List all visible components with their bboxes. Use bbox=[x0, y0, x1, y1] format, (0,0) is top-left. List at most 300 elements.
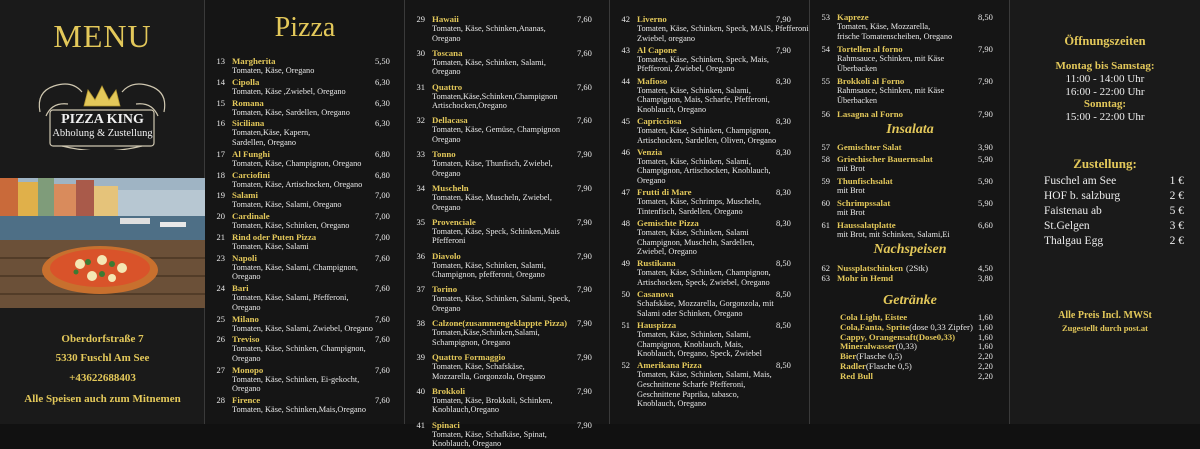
post-note: Zugestellt durch post.at bbox=[1061, 323, 1149, 333]
item-name: Venzia bbox=[637, 146, 663, 157]
item-description: Tomaten, Käse, Champignon, Oregano bbox=[232, 158, 362, 168]
item-name: Diavolo bbox=[432, 250, 461, 261]
drink-name bbox=[840, 361, 912, 371]
item-description: Champignon, Knoblauch, Mais, bbox=[637, 339, 744, 349]
pizza-title: Pizza bbox=[274, 12, 336, 43]
item-number: 53 bbox=[821, 12, 830, 22]
item-name: Muscheln bbox=[432, 183, 469, 193]
dessert-quantity: (2Stk) bbox=[906, 263, 929, 273]
item-price: 4,50 bbox=[978, 263, 993, 273]
logo-subtitle: Abholung & Zustellung bbox=[52, 128, 153, 139]
item-number: 19 bbox=[216, 190, 225, 201]
item-number: 47 bbox=[621, 187, 630, 198]
item-price: 5,50 bbox=[375, 56, 390, 66]
item-description: Tomaten, Käse ,Zwiebel, Oregano bbox=[232, 86, 346, 96]
item-name: Spinaci bbox=[432, 419, 460, 430]
item-name: Rustikana bbox=[637, 258, 676, 269]
item-price: 6,60 bbox=[978, 219, 993, 230]
item-description: Artischocken, Speck, Zwiebel, Oregano bbox=[637, 277, 770, 287]
item-price: 5,90 bbox=[978, 154, 993, 165]
item-description: Champignon, Artischocken, Knoblauch, bbox=[637, 166, 771, 176]
item-name: Carciofini bbox=[232, 169, 270, 180]
item-number: 59 bbox=[821, 176, 830, 186]
item-name: Capricciosa bbox=[637, 116, 682, 126]
item-description: Tomaten, Käse, Schinken, Champignon, bbox=[232, 344, 366, 354]
item-description: Tomaten, Käse, Schinken, Speck, Mais, bbox=[637, 54, 769, 64]
delivery-price: 5 € bbox=[1169, 205, 1184, 217]
item-description: Oregano bbox=[432, 202, 461, 212]
item-number: 52 bbox=[621, 360, 630, 371]
item-price: 1,60 bbox=[978, 321, 993, 332]
weekday-hours-2: 16:00 - 22:00 Uhr bbox=[1065, 86, 1145, 98]
city-address: 5330 Fuschl Am See bbox=[55, 352, 150, 364]
item-name: Dellacasa bbox=[432, 115, 468, 126]
hours-title: Öffnungszeiten bbox=[1064, 34, 1146, 48]
item-description: Tomaten, Käse, Schafskäse, bbox=[432, 362, 525, 371]
item-name: Amerikana Pizza bbox=[637, 360, 702, 371]
weekday-hours-1: 11:00 - 14:00 Uhr bbox=[1065, 73, 1145, 85]
item-price: 7,60 bbox=[375, 334, 390, 345]
item-description: Tomaten, Käse, Schinken, Salami, bbox=[637, 156, 751, 166]
item-description: mit Brot, mit Schinken, Salami,Ei bbox=[837, 229, 950, 239]
item-price: 6,80 bbox=[375, 169, 390, 180]
item-number: 38 bbox=[416, 318, 425, 329]
item-name: Monopo bbox=[232, 364, 264, 375]
item-name bbox=[837, 263, 928, 273]
item-description: Tomaten, Käse, Schinken, Champignon, bbox=[637, 268, 771, 278]
item-description: Tomaten, Käse, Sardellen, Oregano bbox=[232, 107, 350, 117]
item-price: 2,20 bbox=[978, 351, 993, 362]
item-description: Tomaten,Käse,Schinken,Champignon bbox=[432, 91, 558, 101]
item-price: 2,20 bbox=[978, 361, 993, 371]
item-number: 32 bbox=[416, 115, 425, 126]
item-price: 3,80 bbox=[978, 273, 993, 283]
item-name: Tonno bbox=[432, 149, 456, 160]
item-price: 7,60 bbox=[375, 313, 390, 324]
item-number: 31 bbox=[416, 81, 425, 92]
item-description: Tomaten, Käse, Schinken, Salami, bbox=[637, 330, 751, 339]
item-name: Hawaii bbox=[432, 14, 459, 24]
item-price: 7,00 bbox=[375, 232, 390, 242]
item-description: Oregano bbox=[637, 175, 666, 185]
item-description: frische Tomatenscheiben, Oregano bbox=[837, 31, 953, 41]
item-name: Al Capone bbox=[637, 44, 677, 55]
item-name: Salami bbox=[232, 190, 258, 201]
item-number: 57 bbox=[821, 142, 830, 152]
drink-size: (Flasche 0,5) bbox=[865, 361, 912, 371]
desserts-title: Nachspeisen bbox=[873, 242, 947, 257]
drink-label: Bier bbox=[840, 351, 857, 362]
item-description: Tomaten, Käse, Schrimps, Muscheln, bbox=[637, 197, 762, 207]
item-price: 7,90 bbox=[577, 352, 592, 362]
drink-name bbox=[840, 322, 973, 332]
item-name bbox=[837, 273, 896, 283]
drink-label: Mineralwasser bbox=[840, 341, 896, 352]
drink-label: Cola,Fanta, Sprite bbox=[840, 321, 910, 332]
item-name: Liverno bbox=[637, 14, 667, 24]
item-price: 7,90 bbox=[978, 108, 993, 119]
item-description: Tomaten, Käse, Schinken,Mais,Oregano bbox=[232, 405, 366, 415]
item-name: Firence bbox=[232, 395, 261, 406]
item-number: 43 bbox=[621, 44, 630, 55]
menu-title: MENU bbox=[53, 18, 152, 54]
item-number: 48 bbox=[621, 218, 630, 228]
item-name: Thunfischsalat bbox=[837, 176, 893, 186]
item-name: Kapreze bbox=[837, 12, 869, 22]
crown-icon bbox=[84, 86, 120, 106]
item-price: 5,90 bbox=[978, 197, 993, 208]
item-description: Tomaten, Käse, Schinken, Champignon, bbox=[637, 126, 771, 135]
item-number: 42 bbox=[621, 14, 630, 24]
item-number: 21 bbox=[216, 232, 225, 242]
item-name: Gemischter Salat bbox=[837, 142, 902, 152]
item-number: 54 bbox=[821, 44, 830, 55]
item-description: Tintenfisch, Sardellen, Oregano bbox=[637, 206, 743, 216]
item-description: Rahmsauce, Schinken, mit Käse bbox=[837, 86, 945, 96]
delivery-price: 3 € bbox=[1169, 220, 1184, 232]
item-description: Tomaten, Käse, Thunfisch, Zwiebel, bbox=[432, 159, 553, 169]
item-number: 18 bbox=[216, 169, 225, 180]
item-price: 7,60 bbox=[577, 47, 592, 58]
item-price: 8,30 bbox=[776, 187, 791, 198]
delivery-place: Thalgau Egg bbox=[1044, 235, 1104, 247]
item-price: 7,60 bbox=[375, 252, 390, 263]
item-description: Tomaten, Käse, Speck, Schinken,Mais bbox=[432, 226, 560, 236]
item-price: 8,30 bbox=[776, 75, 791, 86]
drink-label: Cola Light, Eistee bbox=[840, 312, 908, 322]
item-description: Tomaten, Käse, Schinken, Salami bbox=[637, 228, 749, 237]
drink-name bbox=[840, 371, 873, 381]
item-description: Schampignon, Oregano bbox=[432, 337, 511, 347]
item-description: Oregano bbox=[432, 303, 461, 313]
item-number: 13 bbox=[216, 56, 225, 66]
item-description: Tomaten, Käse, Salami, Zwiebel, Oregano bbox=[232, 323, 373, 333]
info-panel bbox=[1010, 0, 1200, 424]
item-description: Tomaten, Käse, Gemüse, Champignon bbox=[432, 125, 560, 135]
item-description: mit Brot bbox=[837, 207, 865, 217]
item-description: Oregano bbox=[432, 134, 461, 144]
item-price: 7,90 bbox=[577, 284, 592, 295]
sunday-hours: 15:00 - 22:00 Uhr bbox=[1065, 111, 1145, 123]
item-name: Mafioso bbox=[637, 75, 668, 86]
item-number: 60 bbox=[821, 197, 830, 208]
dessert-name: Mohr in Hemd bbox=[837, 273, 894, 283]
takeaway-note: Alle Speisen auch zum Mitnemen bbox=[24, 393, 181, 405]
item-description: Zwiebel, oregano bbox=[637, 33, 696, 43]
drink-size: (0,33) bbox=[895, 341, 917, 352]
item-price: 1,60 bbox=[978, 331, 993, 342]
item-description: Champignon, Muscheln, Sardellen, bbox=[637, 237, 755, 247]
item-description: Tomaten, Käse, Mozzarella, bbox=[837, 22, 931, 31]
item-description: Champignon, pfefferoni, Oregano bbox=[432, 270, 545, 280]
delivery-price: 2 € bbox=[1169, 235, 1184, 247]
delivery-row bbox=[1044, 175, 1184, 187]
item-number: 29 bbox=[416, 14, 425, 24]
item-number: 46 bbox=[621, 146, 630, 157]
pizza-panel-1 bbox=[205, 0, 405, 424]
item-number: 17 bbox=[216, 148, 225, 159]
delivery-price: 1 € bbox=[1169, 175, 1184, 187]
item-number: 20 bbox=[216, 211, 225, 222]
item-description: Knoblauch, Oregano bbox=[637, 399, 707, 409]
item-price: 8,30 bbox=[776, 116, 791, 126]
item-name: Frutti di Mare bbox=[637, 187, 692, 198]
item-number: 63 bbox=[821, 273, 830, 283]
item-price: 6,30 bbox=[375, 118, 390, 129]
cover-panel bbox=[0, 0, 205, 424]
item-name: Griechischer Bauernsalat bbox=[837, 154, 933, 165]
item-number: 62 bbox=[821, 263, 830, 273]
item-price: 7,00 bbox=[375, 211, 390, 222]
item-number: 39 bbox=[416, 352, 425, 362]
item-number: 44 bbox=[621, 75, 630, 86]
item-number: 41 bbox=[416, 419, 425, 430]
item-description: Tomaten, Käse, Schinken, Ei-gekocht, bbox=[232, 374, 360, 384]
item-description: Tomaten, Käse, Muscheln, Zwiebel, bbox=[432, 193, 552, 202]
item-description: Pfefferoni bbox=[432, 236, 466, 246]
item-price: 3,90 bbox=[978, 142, 993, 152]
drink-name bbox=[840, 332, 955, 342]
item-description: Zwiebel, Oregano bbox=[637, 247, 697, 257]
item-description: Tomaten,Käse, Kapern, bbox=[232, 128, 311, 138]
item-description: Knoblauch,Oregano bbox=[432, 405, 500, 415]
item-price: 7,90 bbox=[978, 76, 993, 87]
item-description: Oregano bbox=[232, 384, 261, 394]
item-price: 7,90 bbox=[776, 14, 791, 24]
drink-label: Radler bbox=[840, 361, 866, 371]
item-description: Sardellen, Oregano bbox=[232, 137, 297, 147]
item-name: Napoli bbox=[232, 252, 257, 263]
item-price: 7,60 bbox=[375, 395, 390, 406]
delivery-price: 2 € bbox=[1169, 190, 1184, 202]
item-description: Oregano bbox=[432, 67, 461, 77]
item-number: 45 bbox=[621, 116, 630, 126]
item-number: 28 bbox=[216, 395, 225, 406]
drink-size: (Flasche 0,5) bbox=[856, 351, 903, 362]
item-price: 6,30 bbox=[375, 76, 390, 87]
item-description: Rahmsauce, Schinken, mit Käse bbox=[837, 54, 945, 64]
item-description: Oregano bbox=[432, 33, 461, 43]
item-description: Artischocken, Sardellen, Oliven, Oregano bbox=[637, 135, 777, 145]
item-number: 36 bbox=[416, 250, 425, 261]
item-number: 24 bbox=[216, 283, 225, 294]
item-description: Tomaten, Käse, Salami bbox=[232, 242, 309, 251]
item-name: Siciliana bbox=[232, 118, 265, 129]
item-number: 15 bbox=[216, 97, 225, 108]
item-description: Oregano bbox=[232, 272, 261, 282]
item-number: 51 bbox=[621, 320, 630, 330]
item-description: Überbacken bbox=[837, 63, 878, 73]
item-description: Champignon, Mais, Scharfe, Pfefferoni, bbox=[637, 95, 770, 105]
logo-name: PIZZA KING bbox=[61, 112, 144, 127]
item-number: 50 bbox=[621, 289, 630, 300]
drinks-title: Getränke bbox=[883, 293, 937, 308]
item-number: 37 bbox=[416, 284, 425, 295]
item-description: Tomaten, Käse, Brokkoli, Schinken, bbox=[432, 395, 553, 405]
item-name: Torino bbox=[432, 284, 458, 295]
item-number: 61 bbox=[821, 219, 830, 230]
item-number: 33 bbox=[416, 149, 425, 160]
item-price: 6,80 bbox=[375, 148, 390, 159]
pizza-panel-2 bbox=[405, 0, 610, 449]
item-price: 7,90 bbox=[577, 318, 592, 329]
item-number: 56 bbox=[821, 108, 830, 119]
item-description: Tomaten, Käse, Schinken, Oregano bbox=[232, 221, 350, 231]
item-name: Lasagna al Forno bbox=[837, 108, 903, 119]
item-description: Tomaten, Käse, Salami, Oregano bbox=[232, 200, 342, 210]
delivery-place: St.Gelgen bbox=[1044, 220, 1090, 232]
item-price: 7,60 bbox=[375, 283, 390, 294]
item-name: Margherita bbox=[232, 56, 276, 66]
item-description: Tomaten, Käse, Schafkäse, Spinat, bbox=[432, 429, 547, 439]
item-price: 7,90 bbox=[577, 216, 592, 227]
item-price: 8,50 bbox=[776, 289, 791, 300]
item-price: 8,50 bbox=[776, 360, 791, 371]
item-price: 7,60 bbox=[577, 14, 592, 24]
item-description: Tomaten, Käse, Oregano bbox=[232, 66, 315, 75]
item-name: Milano bbox=[232, 313, 259, 324]
item-number: 40 bbox=[416, 385, 425, 396]
item-description: Tomaten, Käse, Schinken, Salami, Mais, bbox=[637, 370, 772, 380]
drink-name bbox=[840, 351, 902, 361]
sunday-label: Sonntag: bbox=[1083, 98, 1127, 110]
item-description: Geschnittene Paprika, tabasco, bbox=[637, 389, 739, 399]
item-price: 7,90 bbox=[978, 44, 993, 55]
item-name: Provenciale bbox=[432, 216, 476, 227]
item-name: Schrimpssalat bbox=[837, 197, 891, 208]
item-price: 1,60 bbox=[978, 312, 993, 322]
item-number: 34 bbox=[416, 183, 425, 193]
item-description: mit Brot bbox=[837, 186, 865, 195]
item-description: Tomaten, Käse, Schinken, Salami, bbox=[637, 85, 751, 95]
item-name: Bari bbox=[232, 283, 249, 294]
item-number: 25 bbox=[216, 313, 225, 324]
item-name: Cipolla bbox=[232, 76, 260, 87]
vat-note: Alle Preis Incl. MWSt bbox=[1058, 310, 1152, 321]
item-description: Knoblauch, Oregano bbox=[637, 104, 707, 114]
item-description: Schafskäse, Mozzarella, Gorgonzola, mit bbox=[637, 299, 774, 309]
item-number: 35 bbox=[416, 216, 425, 227]
item-name: Quattro bbox=[432, 81, 463, 92]
item-price: 8,50 bbox=[776, 320, 791, 330]
delivery-row bbox=[1044, 220, 1184, 232]
item-description: Oregano bbox=[232, 302, 261, 312]
item-price: 8,50 bbox=[978, 12, 993, 22]
phone-number: +43622688403 bbox=[69, 372, 136, 384]
item-description: Tomaten, Käse, Salami, Pfefferoni, bbox=[232, 293, 349, 303]
item-price: 7,90 bbox=[776, 44, 791, 55]
item-number: 14 bbox=[216, 76, 225, 87]
item-price: 7,60 bbox=[577, 81, 592, 92]
item-price: 5,90 bbox=[978, 176, 993, 186]
harbor-pizza-photo bbox=[0, 178, 205, 308]
item-name: Tortellen al forno bbox=[837, 44, 903, 55]
item-price: 7,00 bbox=[375, 190, 390, 201]
item-description: Tomaten, Käse, Schinken, Salami, bbox=[432, 260, 546, 270]
specials-panel bbox=[810, 0, 1010, 424]
delivery-title: Zustellung: bbox=[1073, 156, 1137, 171]
item-number: 26 bbox=[216, 334, 225, 345]
item-name: Haussalatplatte bbox=[837, 219, 896, 230]
item-name: Gemischte Pizza bbox=[637, 218, 699, 228]
delivery-row bbox=[1044, 190, 1184, 202]
item-price: 7,60 bbox=[577, 115, 592, 126]
pizza-panel-3 bbox=[610, 0, 810, 424]
item-description: mit Brot bbox=[837, 164, 865, 174]
item-description: Tomaten, Käse, Schinken,Ananas, bbox=[432, 24, 546, 33]
item-number: 30 bbox=[416, 47, 425, 58]
dessert-name: Nussplatschinken bbox=[837, 263, 904, 273]
item-description: Tomaten,Käse,Schinken,Salami, bbox=[432, 328, 540, 338]
item-description: Salami oder Schinken, Oregano bbox=[637, 308, 743, 318]
item-price: 8,30 bbox=[776, 218, 791, 228]
item-name: Cardinale bbox=[232, 211, 270, 222]
item-name: Treviso bbox=[232, 334, 260, 345]
item-description: Artischocken,Oregano bbox=[432, 101, 507, 111]
item-description: Tomaten, Käse, Schinken, Salami, bbox=[432, 57, 546, 67]
item-price: 8,50 bbox=[776, 258, 791, 269]
delivery-row bbox=[1044, 235, 1184, 247]
salads-title: Insalata bbox=[886, 122, 934, 137]
item-description: Oregano bbox=[232, 353, 261, 363]
item-description: Tomaten, Käse, Salami, Champignon, bbox=[232, 262, 358, 272]
item-name: Rind oder Puten Pizza bbox=[232, 232, 317, 242]
drink-label: Red Bull bbox=[840, 370, 873, 381]
item-number: 16 bbox=[216, 118, 225, 129]
item-number: 49 bbox=[621, 258, 630, 269]
item-description: Knoblauch, Oregano bbox=[432, 439, 502, 449]
item-description: Mozzarella, Gorgonzola, Oregano bbox=[432, 371, 546, 381]
item-number: 55 bbox=[821, 76, 830, 87]
item-price: 7,90 bbox=[577, 149, 592, 160]
drink-size: (dose 0,33 Zipfer) bbox=[909, 321, 973, 332]
item-description: Tomaten, Käse, Schinken, Speck, MAIS, Pfefferoni bbox=[637, 24, 809, 33]
weekday-label: Montag bis Samstag: bbox=[1055, 60, 1155, 72]
item-name: Quattro Formaggio bbox=[432, 352, 506, 362]
item-name: Calzone(zusammengeklappte Pizza) bbox=[432, 318, 568, 329]
item-description: Oregano bbox=[432, 168, 461, 178]
drink-label: Cappy, Orangensaft(Dose0,33) bbox=[840, 331, 956, 342]
item-name: Brokkoli bbox=[432, 385, 466, 396]
item-price: 7,90 bbox=[577, 419, 592, 430]
item-description: Überbacken bbox=[837, 95, 878, 105]
delivery-place: Faistenau ab bbox=[1044, 205, 1102, 217]
item-number: 27 bbox=[216, 364, 225, 375]
item-name: Al Funghi bbox=[232, 148, 270, 159]
item-description: Tomaten, Käse, Artischocken, Oregano bbox=[232, 179, 363, 189]
item-name: Toscana bbox=[432, 47, 463, 58]
item-price: 6,30 bbox=[375, 97, 390, 108]
item-price: 7,60 bbox=[375, 364, 390, 375]
street-address: Oberdorfstraße 7 bbox=[61, 333, 144, 345]
item-number: 23 bbox=[216, 252, 225, 263]
item-description: Tomaten, Käse, Schinken, Salami, Speck, bbox=[432, 294, 571, 304]
drink-name bbox=[840, 312, 907, 322]
item-price: 2,20 bbox=[978, 370, 993, 381]
item-name: Casanova bbox=[637, 289, 674, 300]
delivery-place: Fuschel am See bbox=[1044, 175, 1117, 187]
delivery-place: HOF b. salzburg bbox=[1044, 190, 1121, 202]
item-price: 7,90 bbox=[577, 250, 592, 261]
item-price: 1,60 bbox=[978, 341, 993, 352]
item-name: Romana bbox=[232, 97, 264, 108]
item-price: 8,30 bbox=[776, 146, 791, 157]
item-description: Geschnittene Scharfe Pfefferoni, bbox=[637, 379, 746, 389]
drink-name bbox=[840, 341, 917, 351]
item-name: Hauspizza bbox=[637, 320, 677, 330]
item-description: Pfefferoni, Zwiebel, Oregano bbox=[637, 64, 735, 74]
item-price: 7,90 bbox=[577, 183, 592, 193]
